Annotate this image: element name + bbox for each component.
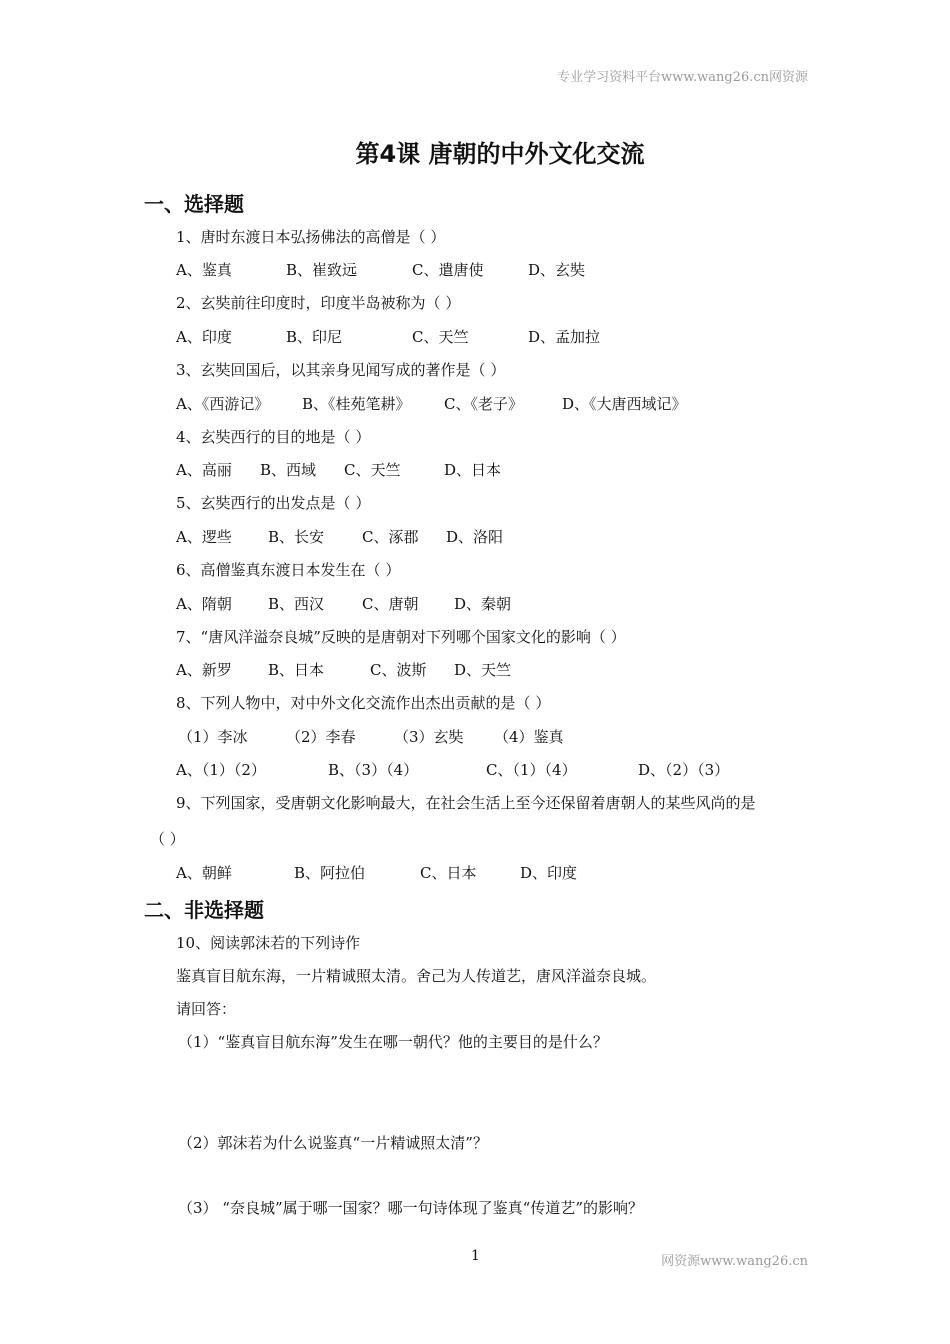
question-5-option-b: B、长安	[268, 528, 325, 546]
question-10-sub-2: （2）郭沫若为什么说鉴真“一片精诚照太清”？	[178, 1134, 488, 1152]
question-8-person-3: （3）玄奘	[394, 728, 464, 746]
question-2-option-d: D、孟加拉	[528, 328, 601, 346]
question-4-option-d: D、日本	[444, 461, 502, 479]
question-3-option-c: C、《老子》	[444, 395, 523, 413]
question-1-option-c: C、遣唐使	[412, 261, 484, 279]
question-10-stem: 10、阅读郭沫若的下列诗作	[176, 934, 361, 952]
question-3-option-b: B、《桂苑笔耕》	[302, 395, 411, 413]
question-10-poem: 鉴真盲目航东海，一片精诚照太清。舍己为人传道艺，唐风洋溢奈良城。	[176, 967, 657, 985]
question-8-option-a: A、（1）（2）	[176, 761, 266, 779]
question-8-person-4: （4）鉴真	[494, 728, 564, 746]
question-1-stem: 1、唐时东渡日本弘扬佛法的高僧是（ ）	[176, 228, 446, 246]
question-5-option-a: A、逻些	[176, 528, 232, 546]
section-heading-non-choice: 二、非选择题	[144, 898, 264, 922]
question-7-option-b: B、日本	[268, 661, 325, 679]
question-9-option-a: A、朝鲜	[176, 864, 232, 882]
question-5-option-d: D、洛阳	[446, 528, 504, 546]
question-3-stem: 3、玄奘回国后，以其亲身见闻写成的著作是（ ）	[176, 361, 506, 379]
question-8-option-c: C、（1）（4）	[486, 761, 577, 779]
question-8-person-2: （2）李春	[286, 728, 356, 746]
question-8-person-1: （1）李冰	[178, 728, 248, 746]
question-8-option-b: B、（3）（4）	[328, 761, 419, 779]
question-9-option-b: B、阿拉伯	[294, 864, 366, 882]
question-6-option-a: A、隋朝	[176, 595, 232, 613]
question-6-stem: 6、高僧鉴真东渡日本发生在（ ）	[176, 561, 401, 579]
question-1-option-b: B、崔致远	[286, 261, 358, 279]
page-footer: 网资源www.wang26.cn	[661, 1254, 808, 1269]
question-2-option-b: B、印尼	[286, 328, 343, 346]
question-4-stem: 4、玄奘西行的目的地是（ ）	[176, 428, 371, 446]
question-7-option-c: C、波斯	[370, 661, 427, 679]
page-number: 1	[471, 1248, 480, 1264]
question-5-stem: 5、玄奘西行的出发点是（ ）	[176, 494, 371, 512]
question-2-option-a: A、印度	[176, 328, 232, 346]
question-5-option-c: C、涿郡	[362, 528, 419, 546]
question-7-option-a: A、新罗	[176, 661, 232, 679]
question-9-stem-continued: （ ）	[150, 830, 185, 848]
question-4-option-b: B、西域	[260, 461, 317, 479]
question-4-option-a: A、高丽	[176, 461, 232, 479]
question-7-option-d: D、天竺	[454, 661, 512, 679]
question-3-option-a: A、《西游记》	[176, 395, 270, 413]
question-10-prompt: 请回答：	[176, 1000, 237, 1018]
page-title: 第4课 唐朝的中外文化交流	[355, 140, 645, 168]
page-header: 专业学习资料平台www.wang26.cn网资源	[557, 70, 808, 85]
question-8-stem: 8、下列人物中，对中外文化交流作出杰出贡献的是（ ）	[176, 694, 551, 712]
question-4-option-c: C、天竺	[344, 461, 401, 479]
question-8-option-d: D、（2）（3）	[638, 761, 730, 779]
question-6-option-d: D、秦朝	[454, 595, 512, 613]
question-6-option-c: C、唐朝	[362, 595, 419, 613]
question-10-sub-3: （3） “奈良城”属于哪一国家？哪一句诗体现了鉴真“传道艺”的影响？	[178, 1199, 643, 1217]
question-1-option-a: A、鉴真	[176, 261, 232, 279]
question-3-option-d: D、《大唐西域记》	[562, 395, 687, 413]
question-2-stem: 2、玄奘前往印度时，印度半岛被称为（ ）	[176, 294, 461, 312]
question-9-option-d: D、印度	[520, 864, 578, 882]
question-9-option-c: C、日本	[420, 864, 477, 882]
question-6-option-b: B、西汉	[268, 595, 325, 613]
question-2-option-c: C、天竺	[412, 328, 469, 346]
question-10-sub-1: （1）“鉴真盲目航东海”发生在哪一朝代？他的主要目的是什么？	[178, 1033, 608, 1051]
section-heading-choice: 一、选择题	[144, 192, 244, 216]
question-7-stem: 7、“唐风洋溢奈良城”反映的是唐朝对下列哪个国家文化的影响（ ）	[176, 628, 626, 646]
question-1-option-d: D、玄奘	[528, 261, 586, 279]
question-9-stem: 9、下列国家，受唐朝文化影响最大，在社会生活上至今还保留着唐朝人的某些风尚的是	[176, 794, 756, 812]
